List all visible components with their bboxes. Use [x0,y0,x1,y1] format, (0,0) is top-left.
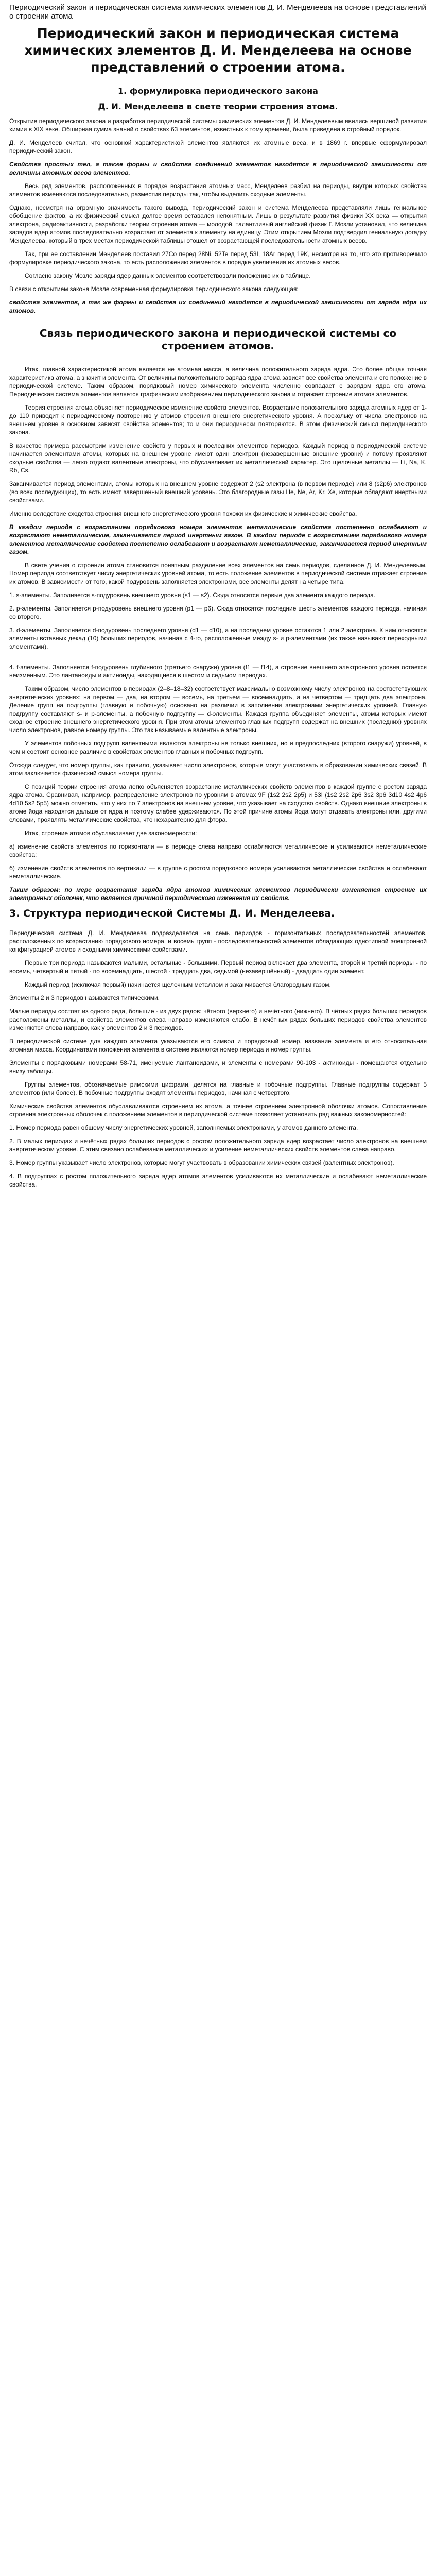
list-item: 2. р-элементы. Заполняется р-подуровень внешнего уровня (p1 — p6). Сюда относятся последние шесть элементов каждого периода, начиная со второго. [9,605,427,620]
list-item: а) изменение свойств элементов по горизонтали — в периоде слева направо ослабляются металлические и усиливаются неметаллические свойства; [9,843,427,858]
conclusion: Таким образом: по мере возрастания заряда ядра атомов химических элементов периодически изменяется строение их электронных оболочек, что является причиной периодического изменения их свойств. [9,886,427,902]
paragraph: Именно вследствие сходства строения внешнего энергетического уровня похожи их физические и химические свойства. [9,510,357,517]
law-formulation-original: Свойства простых тел, а также формы и свойства соединений элементов находятся в периодической зависимости от величины атомных весов элементов. [9,161,427,176]
paragraph: В связи с открытием закона Мозле современная формулировка периодического закона следующая: [9,285,299,293]
paragraph: Первые три периода называются малыми, остальные - большими. Первый период включает два элемента, второй и третий периоды - по восемь, четвертый и пятый - по восемнадцать, шестой - тридцать два, седьмой (незавершённый) - двадцать один элемент. [9,959,427,975]
paragraph: Заканчивается период элементами, атомы которых на внешнем уровне содержат 2 (s2 электрона (в первом периоде) или 8 (s2p6) электронов (во всех последующих), то есть имеют завершенный внешний уровень. Это благородные газы He, Ne, Ar, Kr, Xe, которые обладают инертными свойствами. [9,480,427,504]
document-page [0,0,436,1189]
paragraph: Однако, несмотря на огромную значимость такого вывода, периодический закон и система Менделеева представляли лишь гениальное обобщение фактов, а их физический смысл долгое время оставался непонятным. Лишь в результате развития физики XX века — открытия электрона, радиоактивности, разработки теории строения атома — молодой, талантливый английский физик Г. Мозли установил, что величина зарядов ядер атомов последовательно возрастает от элемента к элементу на единицу. Этим открытием Мозли подтвердил гениальную догадку Менделеева, который в трех местах периодической таблицы отошел от возрастающей последовательности атомных весов. [9,204,427,244]
list-item: б) изменение свойств элементов по вертикали — в группе с ростом порядкового номера усиливаются металлические свойства и ослабевают неметаллические. [9,865,427,880]
section3-heading: 3. Структура периодической Системы Д. И. Менделеева. [9,908,335,919]
main-heading: Периодический закон и периодическая система химических элементов Д. И. Менделеева на основе представлений о строении атома. [24,26,412,75]
paragraph: Так, при ее составлении Менделеев поставил 27Co перед 28Ni, 52Te перед 53I, 18Ar перед 19K, несмотря на то, что это противоречило формулировке периодического закона, то есть расположению элементов в порядке увеличения их атомных весов. [9,250,427,266]
paragraph: Таким образом, число элементов в периодах (2–8–18–32) соответствует максимально возможному числу электронов на соответствующих энергетических уровнях: на первом — два, на втором — восемь, на третьем — восемнадцать, а на четвертом — тридцать два электрона. Деление групп на подгруппы (главную и побочную) основано на различии в заполнении электронами энергетических уровней. Главную подгруппу составляют s- и p-элементы, а побочную подгруппу — d-элементы. Каждая группа объединяет элементы, атомы которых имеют сходное строение внешнего энергетического уровня. При этом атомы элементов главных подгрупп содержат на внешних (последних) уровнях число электронов, равное номеру группы. Это так называемые валентные электроны. [9,685,427,734]
list-item: 3. Номер группы указывает число электронов, которые могут участвовать в образовании химических связей (валентных электронов). [9,1159,394,1166]
paragraph: Группы элементов, обозначаемые римскими цифрами, делятся на главные и побочные подгруппы. Главные подгруппы содержат 5 элементов (или более). В побочные подгруппы входят элементы периодов, начиная с четвертого. [9,1081,427,1096]
paragraph: Отсюда следует, что номер группы, как правило, указывает число электронов, которые могут участвовать в образовании химических связей. В этом заключается физический смысл номера группы. [9,761,427,777]
paragraph: У элементов побочных подгрупп валентными являются электроны не только внешних, но и предпоследних (второго снаружи) уровней, в чем и состоит основное различие в свойствах элементов главных и побочных подгрупп. [9,740,427,755]
paragraph: В качестве примера рассмотрим изменение свойств у первых и последних элементов периодов. Каждый период в периодической системе начинается элементами атомы, которых на внешнем уровне имеют один электрон (незавершенные внешние уровни) и потому проявляют сходные свойства — легко отдают валентные электроны, что обуславливает их металлический характер. Это щелочные металлы — Li, Na, K, Rb, Cs. [9,442,427,474]
paragraph: Малые периоды состоят из одного ряда, большие - из двух рядов: чётного (верхнего) и нечётного (нижнего). В чётных рядах больших периодов расположены металлы, и свойства элементов слева направо изменяются слабо. В нечётных рядах больших периодов свойства элементов изменяются слева направо, как у элементов 2 и 3 периодов. [9,1008,427,1031]
list-item: 1. Номер периода равен общему числу энергетических уровней, заполняемых электронами, у атомов данного элемента. [9,1124,358,1131]
paragraph: Периодическая система Д. И. Менделеева подразделяется на семь периодов - горизонтальных последовательностей элементов, расположенных по возрастанию порядкового номера, и восемь групп - последовательностей элементов обладающих однотипной электронной конфигурацией атомов и сходными химическими свойствами. [9,929,427,953]
paragraph: Химические свойства элементов обуславливаются строением их атома, а точнее строением электронной оболочки атомов. Сопоставление строения электронных оболочек с положением элементов в периодической системе позволяет установить ряд важных закономерностей: [9,1103,427,1118]
paragraph: Весь ряд элементов, расположенных в порядке возрастания атомных масс, Менделеев разбил на периоды, внутри которых свойства элементов изменяются последовательно, разместив периоды так, чтобы выделить сходные элементы. [9,182,427,198]
paragraph: С позиций теории строения атома легко объясняется возрастание металлических свойств элементов в каждой группе с ростом заряда ядра атома. Сравнивая, например, распределение электронов по уровням в атомах 9F (1s2 2s2 2p5) и 53I (1s2 2s2 2p6 3s2 3p6 3d10 4s2 4p6 4d10 5s2 5p5) можно отметить, что у них по 7 электронов на внешнем уровне, что указывает на сходство свойств. Однако внешние электроны в атоме йода находятся дальше от ядра и поэтому слабее удерживаются. По этой причине атомы йода могут отдавать электроны или, другими словами, проявлять металлические свойства, что нехарактерно для фтора. [9,783,427,823]
paragraph: Итак, строение атомов обуславливает две закономерности: [25,829,197,837]
paragraph: Каждый период (исключая первый) начинается щелочным металлом и заканчивается благородным газом. [25,981,331,988]
paragraph: В свете учения о строении атома становится понятным разделение всех элементов на семь периодов, сделанное Д. И. Менделеевым. Номер периода соответствует числу энергетических уровней атома, то есть положение элементов в периодической системе отражает строение их атомов. В зависимости от того, какой подуровень заполняется электронами, все элементы делят на четыре типа. [9,562,427,585]
paragraph: Открытие периодического закона и разработка периодической системы химических элементов Д. И. Менделеевым явились вершиной развития химии в XIX веке. Обширная сумма знаний о свойствах 63 элементов, известных к тому времени, была приведена в стройный порядок. [9,117,427,133]
paragraph: Согласно закону Мозле заряды ядер данных элементов соответствовали положению их в таблице. [25,272,311,279]
paragraph: Итак, главной характеристикой атома является не атомная масса, а величина положительного заряда ядра. Это более общая точная характеристика атома, а значит и элемента. От величины положительного заряда ядра атома зависят все свойства элемента и его положение в периодической системе. Таким образом, порядковый номер химического элемента численно совпадает с зарядом ядра его атома. Периодическая система элементов является графическим изображением периодического закона и отражает строение атомов элементов. [9,366,427,398]
list-item: 1. s-элементы. Заполняется s-подуровень внешнего уровня (s1 — s2). Сюда относятся первые два элемента каждого периода. [9,591,376,599]
page-title: Периодический закон и периодическая система химических элементов Д. И. Менделеева на основе представлений о строении атома [9,3,426,21]
paragraph: Д. И. Менделеев считал, что основной характеристикой элементов являются их атомные веса, и в 1869 г. впервые сформулировал периодический закон. [9,139,427,155]
period-rule: В каждом периоде с возрастанием порядкового номера элементов металлические свойства постепенно ослабевают и возрастают неметаллические, заканчивается период инертным газом. В каждом периоде с возрастанием порядкового номера элементов металлические свойства постепенно ослабевают и возрастают неметаллические, заканчивается период инертным газом. [9,523,427,555]
paragraph: Элементы 2 и 3 периодов называются типическими. [9,994,160,1002]
paragraph: В периодической системе для каждого элемента указываются его символ и порядковый номер, название элемента и его относительная атомная масса. Координатами положения элемента в системе являются номер периода и номер группы. [9,1038,427,1053]
section1-subheading: Д. И. Менделеева в свете теории строения атома. [98,101,338,111]
paragraph: Элементы с порядковыми номерами 58-71, именуемые лантаноидами, и элементы с номерами 90-103 - актиноиды - помещаются отдельно внизу таблицы. [9,1059,427,1075]
law-formulation-modern: свойства элементов, а так же формы и свойства их соединений находятся в периодической зависимости от заряда ядра их атомов. [9,299,427,314]
section1-heading: 1. формулировка периодического закона [118,86,318,96]
list-item: 3. d-элементы. Заполняется d-подуровень последнего уровня (d1 — d10), а на последнем уровне остаются 1 или 2 электрона. К ним относятся элементы вставных декад (10) больших периодов, начиная с 4-го, расположенные между s- и р-элементами (их также называют переходными элементами). [9,626,427,650]
paragraph: Теория строения атома объясняет периодическое изменение свойств элементов. Возрастание положительного заряда атомных ядер от 1-до 110 приводит к периодическому повторению у атомов строения внешнего энергетического уровня. А поскольку от числа электронов на внешнем уровне в основном зависят свойства элементов; то и они периодически повторяются. В этом физический смысл периодического закона. [9,404,427,436]
list-item: 4. f-элементы. Заполняется f-подуровень глубинного (третьего снаружи) уровня (f1 — f14), а строение внешнего электронного уровня остается неизменным. Это лантаноиды и актиноиды, находящиеся в шестом и седьмом периодах. [9,664,427,679]
section2-heading: Связь периодического закона и периодической системы со строением атомов. [39,327,397,352]
list-item: 4. В подгруппах с ростом положительного заряда ядер атомов элементов усиливаются их металлические и ослабевают неметаллические свойства. [9,1173,427,1188]
list-item: 2. В малых периодах и нечётных рядах больших периодов с ростом положительного заряда ядер возрастает число электронов на внешнем энергетическом уровне. С этим связано ослабевание металлических и усиление неметаллических свойств элементов слева направо. [9,1138,427,1153]
